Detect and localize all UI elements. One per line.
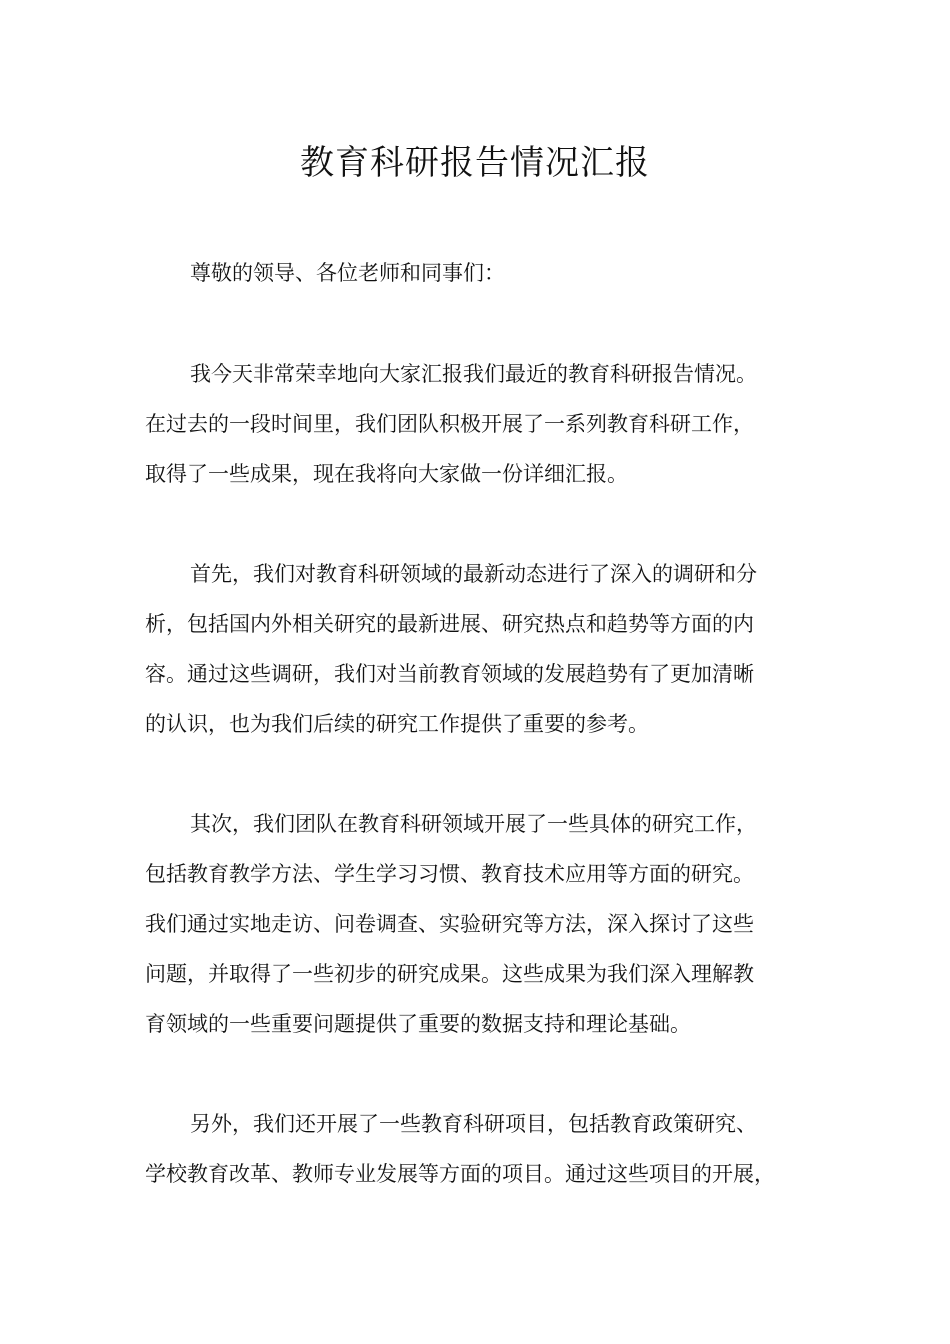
- paragraph-4-line-2: 学校教育改革、教师专业发展等方面的项目。通过这些项目的开展，: [145, 1162, 775, 1186]
- paragraph-3-line-1: 其次，我们团队在教育科研领域开展了一些具体的研究工作，: [190, 812, 757, 836]
- paragraph-2-line-4: 的认识，也为我们后续的研究工作提供了重要的参考。: [145, 712, 649, 736]
- paragraph-1-line-2: 在过去的一段时间里，我们团队积极开展了一系列教育科研工作，: [145, 412, 754, 436]
- paragraph-3-line-2: 包括教育教学方法、学生学习习惯、教育技术应用等方面的研究。: [145, 862, 754, 886]
- document-title: 教育科研报告情况汇报: [300, 143, 650, 183]
- paragraph-4-line-1: 另外，我们还开展了一些教育科研项目，包括教育政策研究、: [190, 1112, 757, 1136]
- paragraph-3-line-5: 育领域的一些重要问题提供了重要的数据支持和理论基础。: [145, 1012, 691, 1036]
- paragraph-2-line-3: 容。通过这些调研，我们对当前教育领域的发展趋势有了更加清晰: [145, 662, 754, 686]
- paragraph-3-line-3: 我们通过实地走访、问卷调查、实验研究等方法，深入探讨了这些: [145, 912, 754, 936]
- paragraph-2-line-1: 首先，我们对教育科研领域的最新动态进行了深入的调研和分: [190, 562, 757, 586]
- paragraph-2-line-2: 析，包括国内外相关研究的最新进展、研究热点和趋势等方面的内: [145, 612, 754, 636]
- paragraph-1-line-3: 取得了一些成果，现在我将向大家做一份详细汇报。: [145, 462, 628, 486]
- paragraph-1-line-1: 我今天非常荣幸地向大家汇报我们最近的教育科研报告情况。: [190, 362, 757, 386]
- salutation: 尊敬的领导、各位老师和同事们：: [190, 261, 505, 285]
- paragraph-3-line-4: 问题，并取得了一些初步的研究成果。这些成果为我们深入理解教: [145, 962, 754, 986]
